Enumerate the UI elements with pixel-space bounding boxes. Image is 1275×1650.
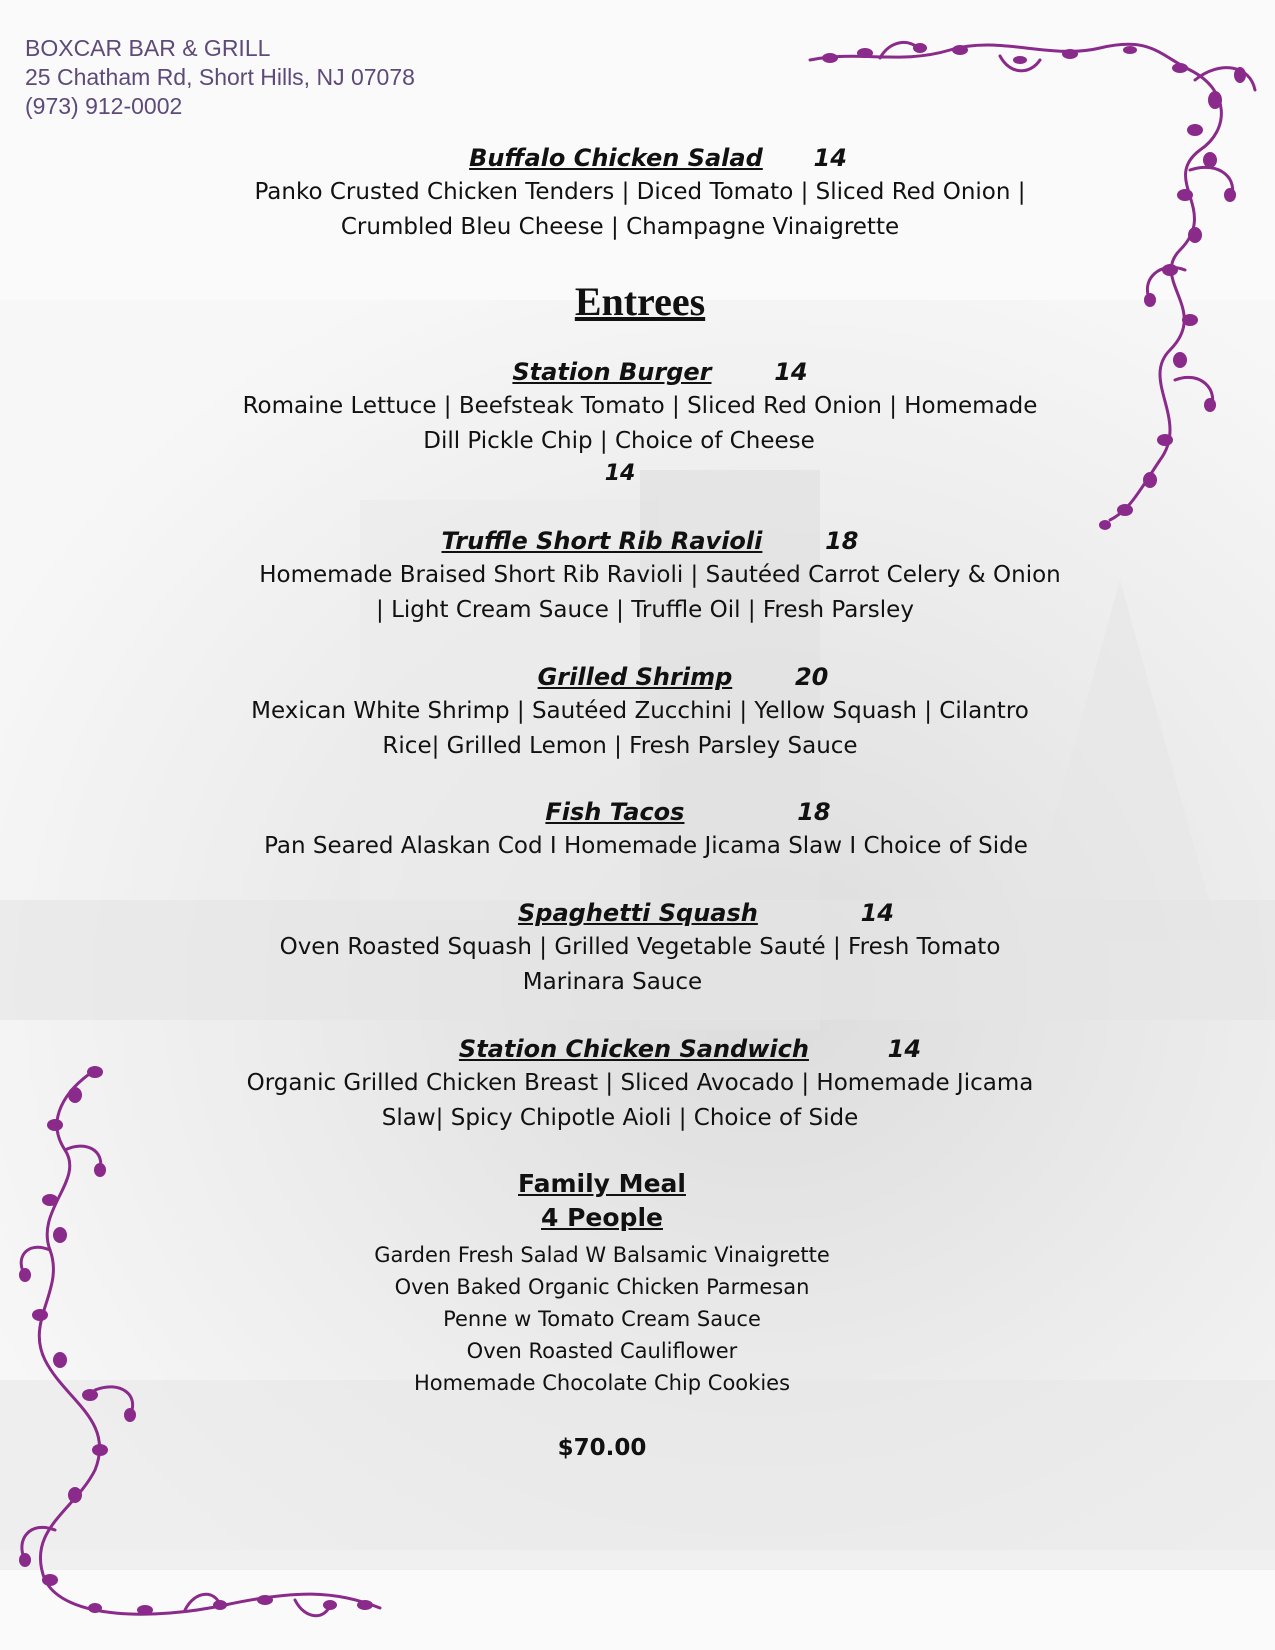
item-price: 18: [825, 527, 859, 555]
item-name: Fish Tacos: [545, 798, 685, 826]
restaurant-phone: (973) 912-0002: [25, 93, 183, 119]
item-name: Truffle Short Rib Ravioli: [441, 527, 763, 555]
restaurant-header: [25, 34, 415, 121]
item-description: Oven Roasted Squash | Grilled Vegetable Sauté | Fresh Tomato: [279, 934, 1001, 960]
item-description: | Light Cream Sauce | Truffle Oil | Fresh Parsley: [376, 597, 914, 623]
item-description: Marinara Sauce: [522, 969, 703, 995]
item-name: Buffalo Chicken Salad: [469, 144, 763, 172]
item-description: Crumbled Bleu Cheese | Champagne Vinaigrette: [340, 214, 900, 240]
item-extra-price: 14: [604, 461, 636, 486]
family-meal-item: Penne w Tomato Cream Sauce: [443, 1307, 761, 1331]
family-meal-item: Oven Baked Organic Chicken Parmesan: [394, 1275, 810, 1299]
menu-item-grilled-shrimp: [200, 662, 1080, 764]
family-meal-item: Oven Roasted Cauliflower: [466, 1339, 738, 1363]
item-price: 14: [860, 899, 894, 927]
restaurant-address: 25 Chatham Rd, Short Hills, NJ 07078: [25, 64, 415, 90]
item-price: 14: [813, 144, 847, 172]
item-description: Organic Grilled Chicken Breast | Sliced Avocado | Homemade Jicama: [246, 1070, 1034, 1096]
item-description: Mexican White Shrimp | Sautéed Zucchini | Yellow Squash | Cilantro: [251, 698, 1029, 724]
family-meal-item: Garden Fresh Salad W Balsamic Vinaigrette: [374, 1243, 830, 1267]
family-meal: [162, 1167, 1042, 1461]
item-price: 18: [797, 798, 831, 826]
item-description: Dill Pickle Chip | Choice of Cheese: [423, 428, 815, 454]
item-description: Panko Crusted Chicken Tenders | Diced Tomato | Sliced Red Onion |: [254, 179, 1026, 205]
item-description: Rice| Grilled Lemon | Fresh Parsley Sauce: [382, 733, 858, 759]
family-meal-price: $70.00: [557, 1435, 647, 1461]
section-title-entrees: Entrees: [574, 279, 706, 324]
family-meal-subtitle: 4 People: [541, 1203, 663, 1232]
item-price: 14: [774, 358, 808, 386]
menu-item-spaghetti-squash: [200, 898, 1080, 1000]
restaurant-name: BOXCAR BAR & GRILL: [25, 35, 271, 61]
item-description: Homemade Braised Short Rib Ravioli | Sautéed Carrot Celery & Onion: [259, 562, 1061, 588]
menu-item-station-burger: [200, 357, 1080, 489]
item-name: Station Burger: [512, 358, 712, 386]
item-name: Spaghetti Squash: [518, 899, 758, 927]
item-name: Station Chicken Sandwich: [458, 1035, 809, 1063]
item-name: Grilled Shrimp: [537, 663, 733, 691]
item-price: 20: [794, 663, 829, 691]
menu-item-fish-tacos: [200, 797, 1080, 864]
family-meal-item: Homemade Chocolate Chip Cookies: [413, 1371, 791, 1395]
item-description: Romaine Lettuce | Beefsteak Tomato | Sliced Red Onion | Homemade: [242, 393, 1038, 419]
item-description: Slaw| Spicy Chipotle Aioli | Choice of Side: [381, 1105, 859, 1131]
item-price: 14: [887, 1035, 922, 1063]
menu-item-truffle-short-rib-ravioli: [200, 526, 1080, 628]
menu-item-station-chicken-sandwich: [200, 1034, 1080, 1136]
item-description: Pan Seared Alaskan Cod I Homemade Jicama Slaw I Choice of Side: [264, 833, 1028, 859]
family-meal-title: Family Meal: [518, 1169, 686, 1198]
menu-item-buffalo-chicken-salad: [200, 143, 1080, 245]
